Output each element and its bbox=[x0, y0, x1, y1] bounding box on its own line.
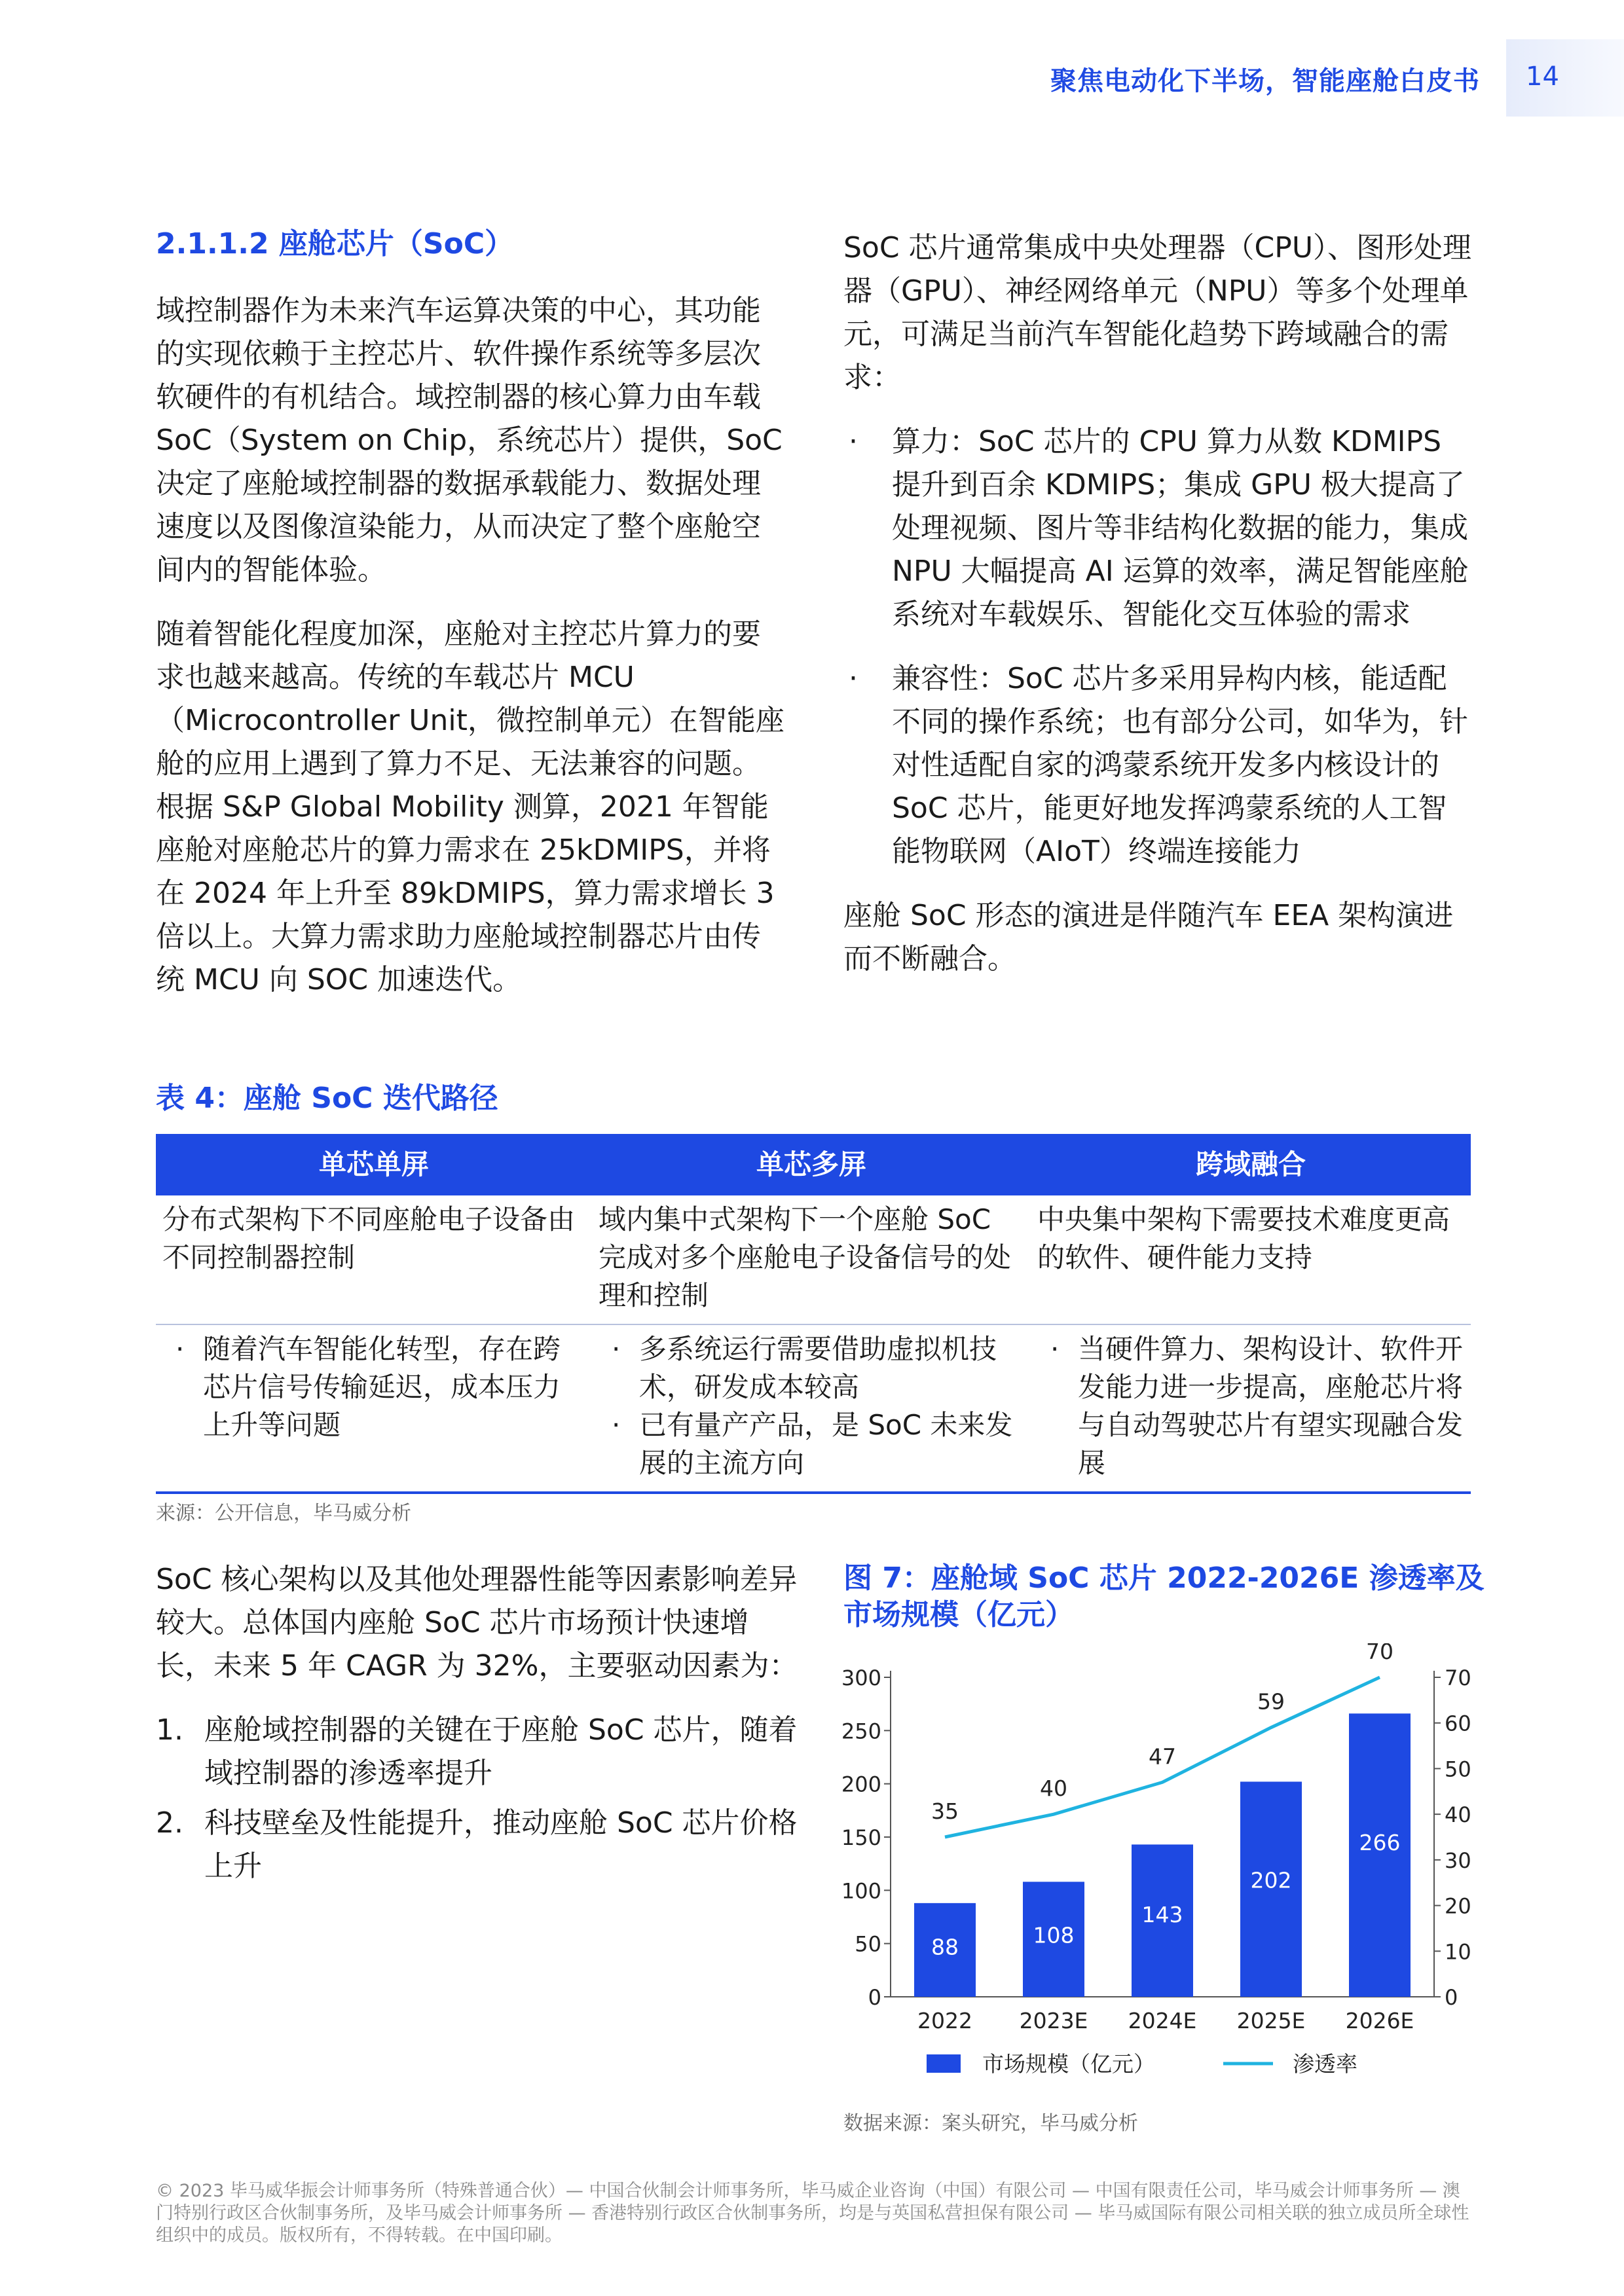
paragraph: 座舱 SoC 形态的演进是伴随汽车 EEA 架构演进而不断融合。 bbox=[843, 899, 1454, 975]
list-item bbox=[156, 1709, 804, 1795]
y-right-tick-label: 10 bbox=[1445, 1939, 1471, 1965]
line-value-label: 35 bbox=[931, 1798, 959, 1824]
table-source: 来源：公开信息，毕马威分析 bbox=[156, 1502, 411, 1525]
list-number: 2. bbox=[156, 1806, 183, 1840]
table-container bbox=[156, 1134, 1471, 1494]
y-left-tick-label: 100 bbox=[841, 1878, 881, 1904]
header-title: 聚焦电动化下半场，智能座舱白皮书 bbox=[1050, 66, 1480, 96]
list-item bbox=[843, 420, 1472, 636]
x-tick-label: 2024E bbox=[1128, 2008, 1197, 2033]
bar-value-label: 88 bbox=[931, 1934, 959, 1960]
list-item-text: 科技壁垒及性能提升，推动座舱 SoC 芯片价格上升 bbox=[204, 1806, 798, 1883]
bullet-marker: · bbox=[612, 1333, 621, 1365]
bar-value-label: 108 bbox=[1033, 1922, 1075, 1948]
figure-source: 数据来源：案头研究，毕马威分析 bbox=[843, 2112, 1138, 2135]
list-item bbox=[843, 657, 1472, 873]
y-left-tick-label: 250 bbox=[841, 1719, 881, 1744]
paragraph: SoC 核心架构以及其他处理器性能等因素影响差异较大。总体国内座舱 SoC 芯片市场预计快速增长，未来 5 年 CAGR 为 32%，主要驱动因素为： bbox=[156, 1563, 798, 1683]
table-cell bbox=[1031, 1324, 1471, 1493]
list-number: 1. bbox=[156, 1713, 183, 1747]
table-title: 表 4：座舱 SoC 迭代路径 bbox=[156, 1082, 498, 1115]
paragraph: 域控制器作为未来汽车运算决策的中心，其功能的实现依赖于主控芯片、软件操作系统等多层次软硬件的有机结合。域控制器的核心算力由车载 SoC（System on Chip，系统芯片）提供，SoC 决定了座舱域控制器的数据承载能力、数据处理速度以及图像渲染能力，从而决定了整个座舱空间内的智能体验。 bbox=[156, 294, 783, 587]
table-header-cell: 单芯单屏 bbox=[156, 1134, 592, 1195]
bullet-list bbox=[843, 420, 1472, 873]
legend-line-label: 渗透率 bbox=[1293, 2051, 1357, 2077]
bullet-marker: · bbox=[849, 662, 858, 695]
bar-value-label: 266 bbox=[1359, 1830, 1401, 1856]
iteration-table bbox=[156, 1134, 1471, 1494]
list-item-text: 算力：SoC 芯片的 CPU 算力从数 KDMIPS 提升到百余 KDMIPS；集成 GPU 极大提高了处理视频、图片等非结构化数据的能力，集成 NPU 大幅提高 AI 运算的效率，满足智能座舱系统对车载娱乐、智能化交互体验的需求 bbox=[892, 425, 1469, 631]
y-left-tick-label: 150 bbox=[841, 1825, 881, 1850]
bar-value-label: 143 bbox=[1141, 1902, 1183, 1928]
table-header-cell: 单芯多屏 bbox=[592, 1134, 1031, 1195]
table-cell: 分布式架构下不同座舱电子设备由不同控制器控制 bbox=[156, 1195, 592, 1324]
y-right-tick-label: 60 bbox=[1445, 1711, 1471, 1736]
y-right-tick-label: 20 bbox=[1445, 1893, 1471, 1919]
y-right-tick-label: 70 bbox=[1445, 1666, 1471, 1690]
list-item: · 多系统运行需要借助虚拟机技术，研发成本较高 bbox=[599, 1330, 1024, 1406]
bullet-marker: · bbox=[1050, 1333, 1060, 1365]
figure-title: 图 7：座舱域 SoC 芯片 2022-2026E 渗透率及市场规模（亿元） bbox=[843, 1561, 1485, 1631]
y-left-tick-label: 300 bbox=[841, 1666, 881, 1690]
list-item: · 随着汽车智能化转型，存在跨芯片信号传输延迟，成本压力上升等问题 bbox=[162, 1330, 585, 1444]
table-cell: 域内集中式架构下一个座舱 SoC 完成对多个座舱电子设备信号的处理和控制 bbox=[592, 1195, 1031, 1324]
y-left-tick-label: 200 bbox=[841, 1772, 881, 1797]
numbered-list bbox=[156, 1709, 804, 1888]
table-cell: 中央集中架构下需要技术难度更高的软件、硬件能力支持 bbox=[1031, 1195, 1471, 1324]
list-item-text: 兼容性：SoC 芯片多采用异构内核，能适配不同的操作系统；也有部分公司，如华为，针对性适配自家的鸿蒙系统开发多内核设计的 SoC 芯片，能更好地发挥鸿蒙系统的人工智能物联网（AIoT）终端连接能力 bbox=[892, 662, 1468, 868]
left-column bbox=[156, 223, 784, 1023]
table-row bbox=[156, 1195, 1471, 1324]
bullet-marker: · bbox=[175, 1333, 185, 1365]
table-cell bbox=[592, 1324, 1031, 1493]
page-number: 14 bbox=[1526, 62, 1559, 92]
table-header-cell: 跨域融合 bbox=[1031, 1134, 1471, 1195]
y-right-tick-label: 50 bbox=[1445, 1757, 1471, 1782]
table-cell bbox=[156, 1324, 592, 1493]
list-item bbox=[156, 1802, 804, 1888]
list-item-text: 座舱域控制器的关键在于座舱 SoC 芯片，随着域控制器的渗透率提升 bbox=[204, 1713, 798, 1790]
x-tick-label: 2026E bbox=[1345, 2008, 1414, 2033]
soc-market-chart bbox=[825, 1643, 1486, 2088]
y-left-tick-label: 0 bbox=[868, 1985, 881, 2010]
x-tick-label: 2025E bbox=[1236, 2008, 1306, 2033]
legend-bar-swatch bbox=[927, 2054, 961, 2073]
right-column bbox=[843, 227, 1472, 1002]
line-value-label: 40 bbox=[1040, 1776, 1067, 1802]
y-right-tick-label: 30 bbox=[1445, 1848, 1471, 1873]
line-value-label: 59 bbox=[1257, 1688, 1285, 1715]
y-right-tick-label: 40 bbox=[1445, 1802, 1471, 1828]
x-tick-label: 2022 bbox=[917, 2008, 972, 2033]
page-number-box bbox=[1506, 39, 1624, 117]
legend-bar-label: 市场规模（亿元） bbox=[982, 2051, 1155, 2077]
section-title: 2.1.1.2 座舱芯片（SoC） bbox=[156, 227, 514, 261]
paragraph: 随着智能化程度加深，座舱对主控芯片算力的要求也越来越高。传统的车载芯片 MCU（Microcontroller Unit，微控制单元）在智能座舱的应用上遇到了算力不足、无法兼容的问题。根据 S&P Global Mobility 测算，2021 年智能座舱对座舱芯片的算力需求在 25kDMIPS，并将在 2024 年上升至 89kDMIPS，算力需求增长 3 倍以上。大算力需求助力座舱域控制器芯片由传统 MCU 向 SOC 加速迭代。 bbox=[156, 617, 784, 996]
footer-copyright: © 2023 毕马威华振会计师事务所（特殊普通合伙）— 中国合伙制会计师事务所，毕马威企业咨询（中国）有限公司 — 中国有限责任公司，毕马威会计师事务所 — 澳门特别行政区合伙制事务所，及毕马威会计师事务所 — 香港特别行政区合伙制事务所，均是与英国私营担保有限公司 — 毕马威国际有限公司相关联的独立成员所全球性组织中的成员。版权所有，不得转载。在中国印刷。 bbox=[156, 2181, 1469, 2246]
bullet-marker: · bbox=[849, 425, 858, 458]
x-tick-label: 2023E bbox=[1019, 2008, 1088, 2033]
line-value-label: 70 bbox=[1366, 1643, 1393, 1664]
list-item: · 当硬件算力、架构设计、软件开发能力进一步提高，座舱芯片将与自动驾驶芯片有望实现融合发展 bbox=[1037, 1330, 1464, 1482]
y-left-tick-label: 50 bbox=[855, 1931, 881, 1957]
list-item: · 已有量产产品，是 SoC 未来发展的主流方向 bbox=[599, 1406, 1024, 1482]
y-right-tick-label: 0 bbox=[1445, 1985, 1458, 2010]
line-value-label: 47 bbox=[1149, 1743, 1176, 1770]
left-bottom-column bbox=[156, 1558, 804, 1895]
paragraph: SoC 芯片通常集成中央处理器（CPU）、图形处理器（GPU）、神经网络单元（NPU）等多个处理单元，可满足当前汽车智能化趋势下跨域融合的需求： bbox=[843, 231, 1472, 394]
bar-value-label: 202 bbox=[1250, 1867, 1292, 1893]
table-row bbox=[156, 1324, 1471, 1493]
bullet-marker: · bbox=[612, 1409, 621, 1441]
